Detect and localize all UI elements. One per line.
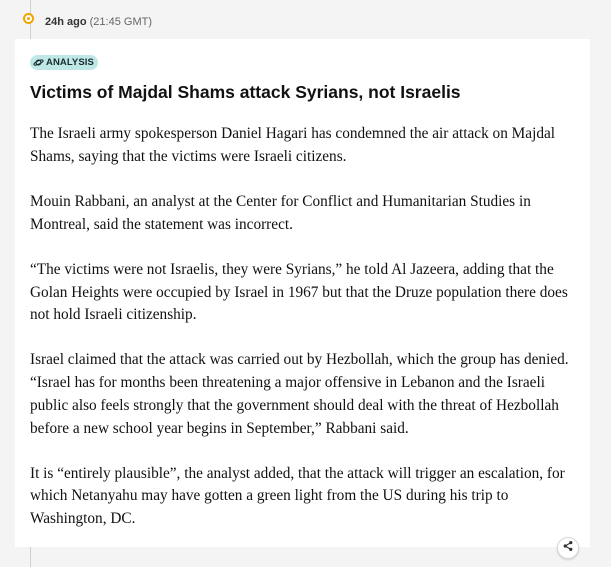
timestamp-ago: 24h ago: [45, 16, 87, 28]
post-title: Victims of Majdal Shams attack Syrians, not Israelis: [30, 82, 461, 102]
paragraph: Mouin Rabbani, an analyst at the Center for Conflict and Humanitarian Studies in Montreal, said the statement was incorrect.: [30, 192, 531, 233]
post-timestamp: [45, 15, 152, 29]
post-body: [30, 123, 578, 553]
timeline-dot-icon: [23, 13, 34, 24]
timestamp-gmt: (21:45 GMT): [89, 16, 152, 28]
share-button[interactable]: [557, 537, 579, 559]
share-icon: [562, 539, 574, 557]
paragraph: “The victims were not Israelis, they were Syrians,” he told Al Jazeera, adding that the Golan Heights were occupied by Israel in 1967 but that the Druze population there does not hold Israeli citizenship.: [30, 260, 568, 324]
ringed-planet-icon: [33, 58, 44, 67]
paragraph: Israel claimed that the attack was carried out by Hezbollah, which the group has denied. “Israel has for months been threatening a major offensive in Lebanon and the Israeli public also feels strongly that the government should deal with the threat of Hezbollah before a new school year begins in September,” Rabbani said.: [30, 351, 569, 437]
paragraph: The Israeli army spokesperson Daniel Hagari has condemned the air attack on Majdal Shams, saying that the victims were Israeli citizens.: [30, 125, 556, 165]
live-blog-post: [15, 39, 590, 547]
badge-label: ANALYSIS: [46, 57, 94, 68]
analysis-badge: [30, 55, 98, 70]
paragraph: It is “entirely plausible”, the analyst added, that the attack will trigger an escalation, for which Netanyahu may have gotten a green light from the US during his trip to Washington, DC.: [30, 464, 565, 528]
